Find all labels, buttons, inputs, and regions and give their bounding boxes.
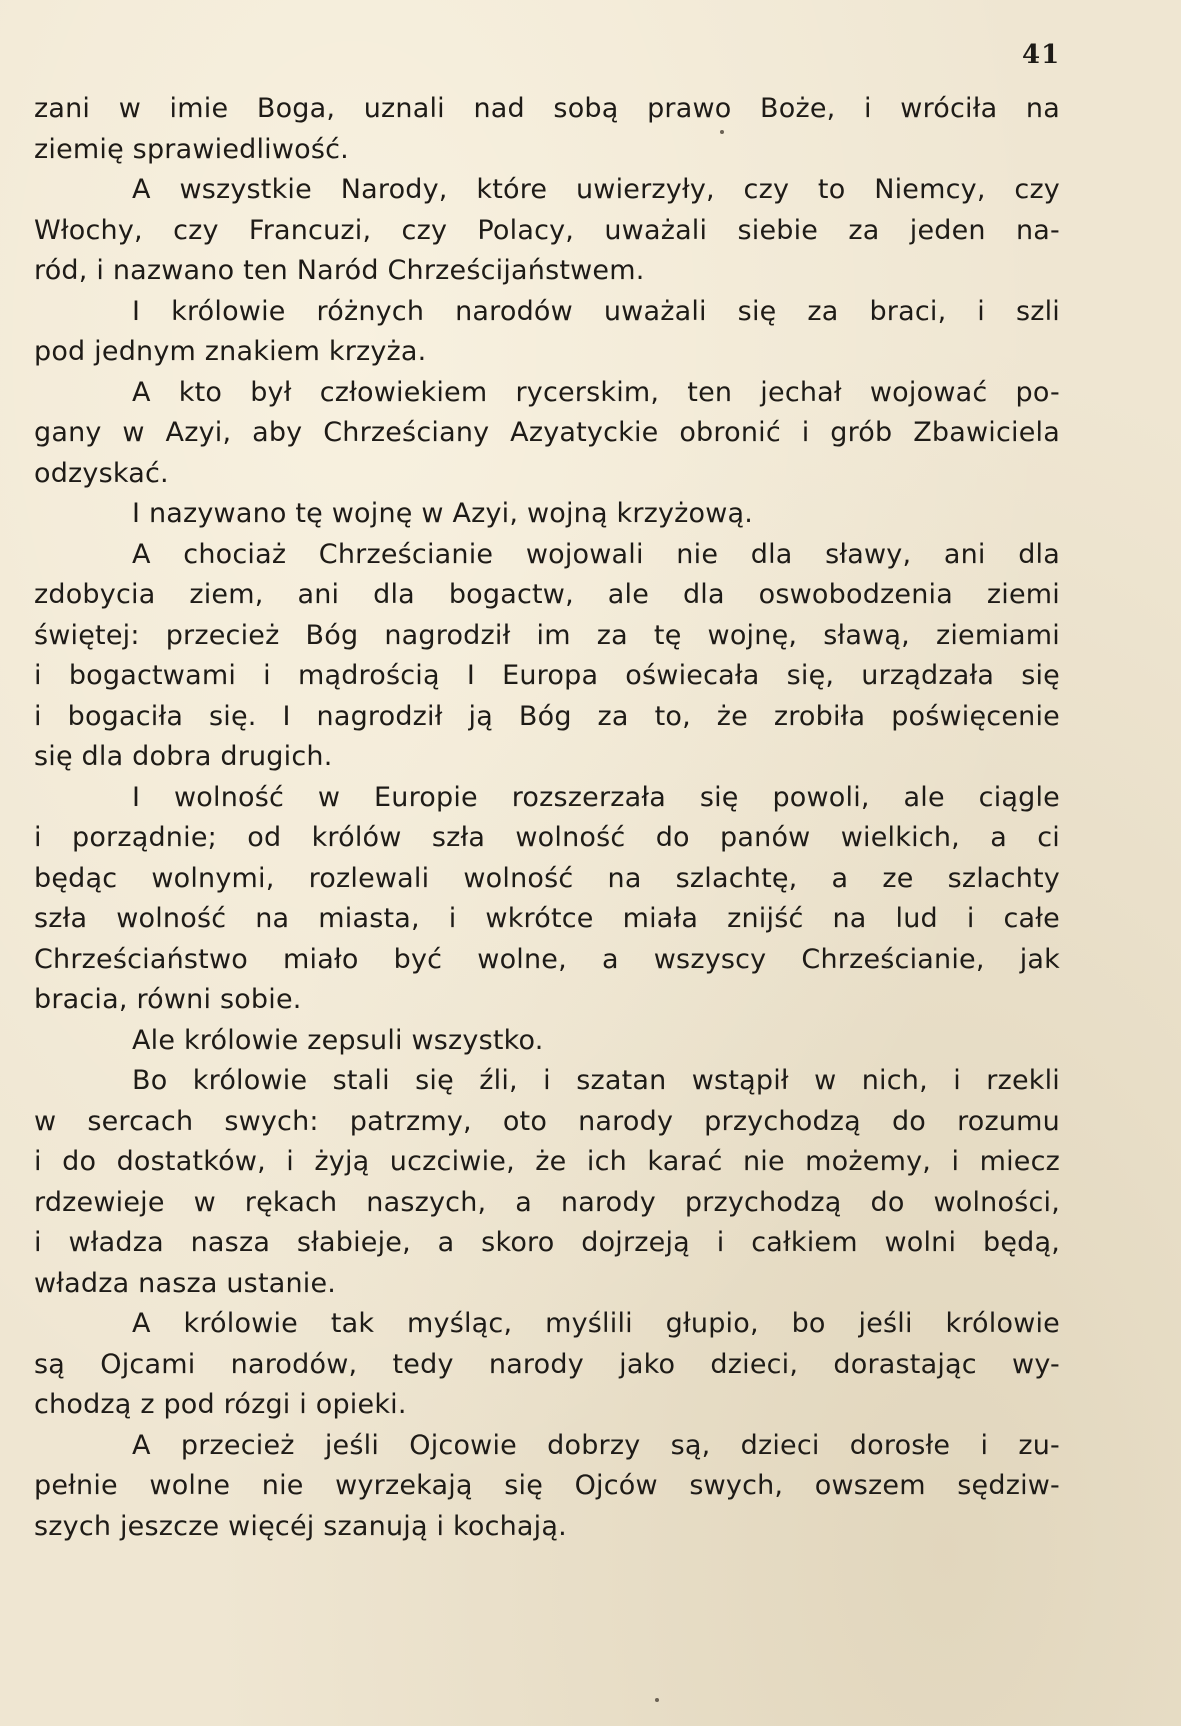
text-line: i do dostatków, i żyją uczciwie, że ich karać nie możemy, i miecz — [34, 1146, 1060, 1177]
text-line: i bogaciła się. I nagrodził ją Bóg za to, że zrobiła poświęcenie — [34, 700, 1060, 732]
text-line: I nazywano tę wojnę w Azyi, wojną krzyżową. — [132, 498, 754, 529]
text-line: I wolność w Europie rozszerzała się powoli, ale ciągle — [132, 781, 1060, 813]
text-line: rdzewieje w rękach naszych, a narody przychodzą do wolności, — [34, 1186, 1060, 1218]
text-line: A chociaż Chrześcianie wojowali nie dla sławy, ani dla — [132, 538, 1060, 570]
text-line: zdobycia ziem, ani dla bogactw, ale dla oswobodzenia ziemi — [34, 579, 1060, 610]
text-line: i bogactwami i mądrością I Europa oświecała się, urządzała się — [34, 660, 1060, 691]
text-line: i porządnie; od królów szła wolność do panów wielkich, a ci — [34, 822, 1060, 853]
text-line: bracia, równi sobie. — [34, 984, 302, 1015]
text-line: szła wolność na miasta, i wkrótce miała znijść na lud i całe — [34, 903, 1060, 934]
text-line: i władza nasza słabieje, a skoro dojrzeją i całkiem wolni będą, — [34, 1227, 1060, 1258]
text-line: będąc wolnymi, rozlewali wolność na szlachtę, a ze szlachty — [34, 862, 1060, 894]
text-line: świętej: przecież Bóg nagrodził im za tę wojnę, sławą, ziemiami — [34, 619, 1060, 651]
text-line: A królowie tak myśląc, myślili głupio, bo jeśli królowie — [132, 1308, 1060, 1339]
text-line: Chrześciaństwo miało być wolne, a wszyscy Chrześcianie, jak — [34, 943, 1060, 975]
text-line: są Ojcami narodów, tedy narody jako dzieci, dorastając wy- — [34, 1348, 1060, 1380]
body-text — [34, 89, 1060, 1547]
text-line: szych jeszcze więcéj szanują i kochają. — [34, 1510, 567, 1542]
text-line: chodzą z pod rózgi i opieki. — [34, 1389, 407, 1420]
paper-speck — [655, 1698, 659, 1702]
page-number: 41 — [1022, 40, 1061, 70]
text-line: I królowie różnych narodów uważali się za braci, i szli — [132, 295, 1060, 327]
text-line: A wszystkie Narody, które uwierzyły, czy to Niemcy, czy — [132, 174, 1060, 205]
text-line: ród, i nazwano ten Naród Chrześcijaństwem. — [34, 255, 645, 286]
text-line: pod jednym znakiem krzyża. — [34, 336, 427, 367]
text-line: A kto był człowiekiem rycerskim, ten jechał wojować po- — [132, 376, 1060, 408]
text-line: A przecież jeśli Ojcowie dobrzy są, dzieci dorosłe i zu- — [132, 1429, 1060, 1461]
text-line: w sercach swych: patrzmy, oto narody przychodzą do rozumu — [34, 1105, 1060, 1137]
text-line: Włochy, czy Francuzi, czy Polacy, uważali siebie za jeden na- — [34, 214, 1060, 246]
text-line: ziemię sprawiedliwość. — [34, 133, 349, 165]
text-line: odzyskać. — [34, 457, 169, 489]
text-line: władza nasza ustanie. — [34, 1267, 337, 1299]
text-line: gany w Azyi, aby Chrześciany Azyatyckie obronić i grób Zbawiciela — [34, 417, 1060, 448]
text-line: pełnie wolne nie wyrzekają się Ojców swych, owszem sędziw- — [34, 1470, 1060, 1501]
text-line: się dla dobra drugich. — [34, 741, 333, 772]
paper-speck — [720, 130, 724, 134]
text-line: Bo królowie stali się źli, i szatan wstąpił w nich, i rzekli — [132, 1065, 1060, 1096]
text-line: Ale królowie zepsuli wszystko. — [132, 1024, 544, 1056]
text-line: zani w imie Boga, uznali nad sobą prawo Boże, i wróciła na — [34, 93, 1060, 124]
